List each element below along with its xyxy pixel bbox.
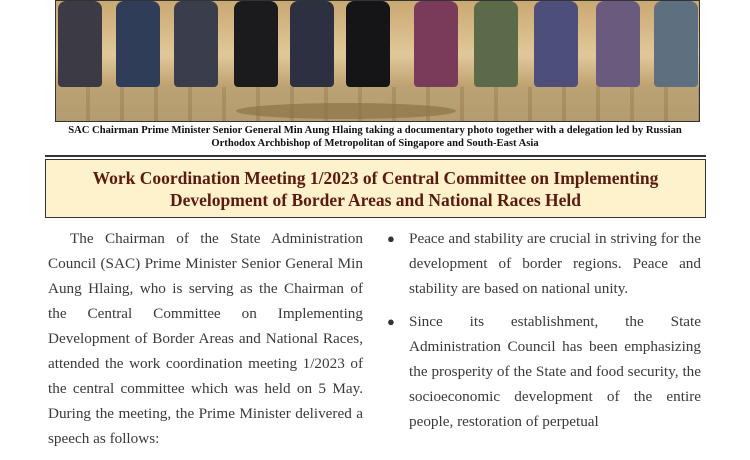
- photo-person: [654, 1, 698, 87]
- article-body-left: The Chairman of the State Administration Council (SAC) Prime Minister Senior General Min Aung Hlaing, who is serving as the Chairman of the Central Committee on Implementing Development of Border Areas and National Races, attended the work coordination meeting 1/2023 of the central committee which was held on 5 May. During the meeting, the Prime Minister delivered a speech as follows:: [48, 230, 363, 447]
- photo-caption: SAC Chairman Prime Minister Senior General Min Aung Hlaing taking a documentary photo together with a delegation led by Russian Orthodox Archbishop of Metropolitan of Singapore and South-East Asia: [68, 125, 682, 149]
- article-bullet-list: [385, 226, 701, 442]
- photo-person: [534, 1, 578, 87]
- photo-person: [596, 1, 640, 87]
- photo-person: [346, 1, 390, 87]
- photo-person: [414, 1, 458, 87]
- photo-person: [290, 1, 334, 87]
- photo-person: [58, 1, 102, 87]
- article-headline: Work Coordination Meeting 1/2023 of Central Committee on Implementing Development of Border Areas and National Races Held: [92, 167, 659, 210]
- bullet-icon: ●: [387, 231, 395, 246]
- divider: [45, 155, 706, 157]
- bullet-text: Since its establishment, the State Administration Council has been emphasizing the prosperity of the State and food security, the socioeconomic development of the entire people, restoration of perpetual: [409, 313, 701, 430]
- bullet-icon: ●: [387, 314, 395, 329]
- delegation-photo: [55, 0, 700, 122]
- list-item: [385, 226, 701, 301]
- photo-person: [116, 1, 160, 87]
- photo-rug: [236, 103, 456, 119]
- photo-person: [474, 1, 518, 87]
- bullet-text: Peace and stability are crucial in striving for the development of border regions. Peace and stability are based on national unity.: [409, 230, 701, 297]
- photo-person: [174, 1, 218, 87]
- headline-box: [45, 159, 706, 218]
- list-item: [385, 309, 701, 434]
- photo-person: [234, 1, 278, 87]
